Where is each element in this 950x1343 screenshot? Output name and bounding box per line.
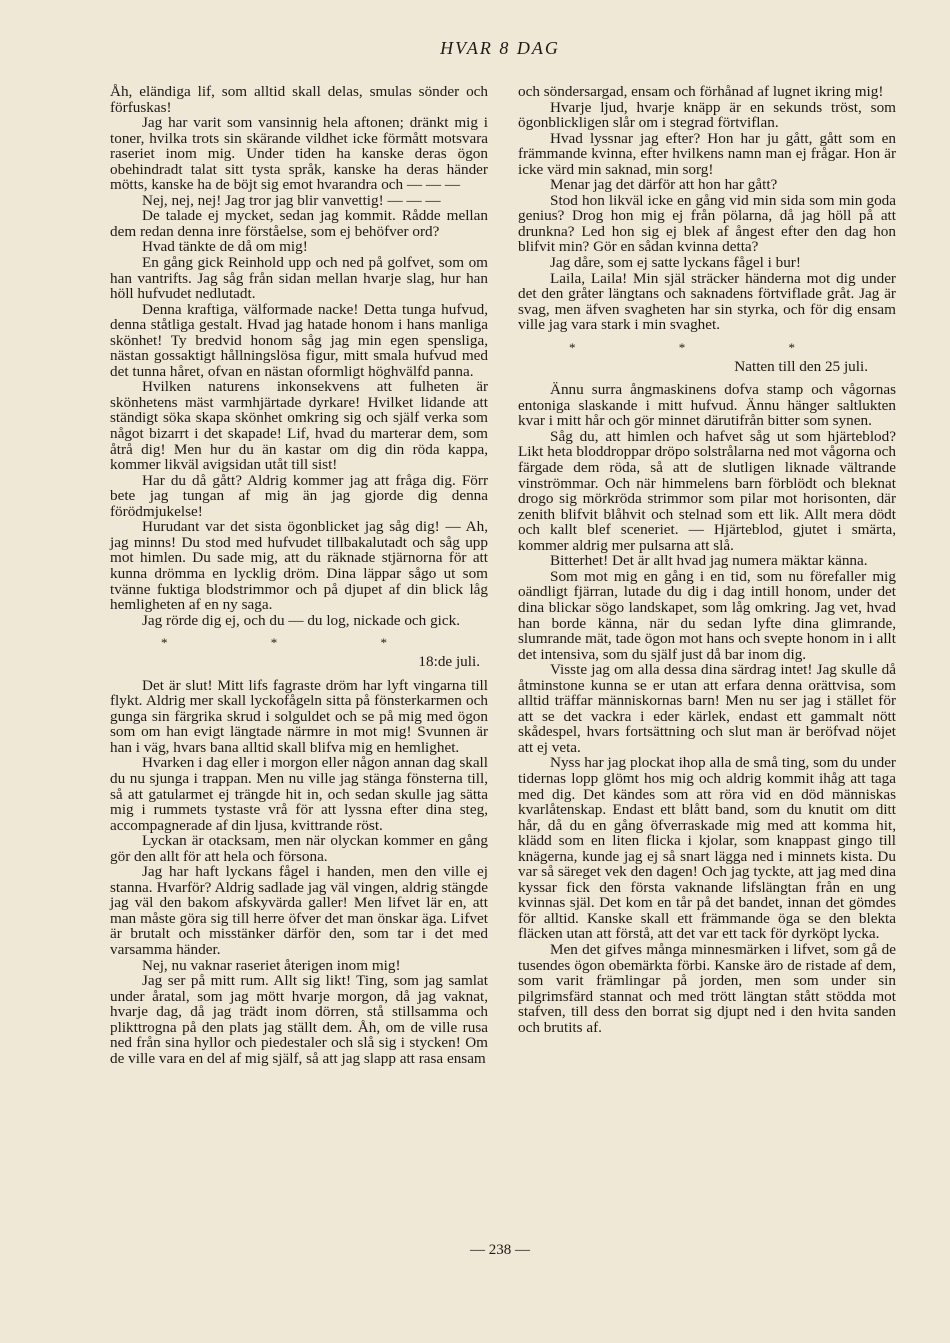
paragraph: Laila, Laila! Min själ sträcker händerna mot dig under det den gråter längtans och saknadens förtviflade gråt. Jag är svag, men äfven svagheten har sin styrka, och för dig ensam ville jag vara stark i min svaghet.: [518, 269, 896, 334]
paragraph: Nej, nej, nej! Jag tror jag blir vanvettig! — — —: [142, 191, 441, 209]
paragraph: Hurudant var det sista ögonblicket jag såg dig! — Ah, jag minns! Du stod med hufvudet tillbakalutadt och såg upp mot himlen. Du sade mig, att du räknade stjärnorna för att kunna drömma en lycklig dröm. Dina läppar sågo ut som tvänne fuktiga blodstrimmor och på djupet af din blick låg hemligheten af en ny saga.: [110, 518, 488, 614]
paragraph: Ännu surra ångmaskinens dofva stamp och vågornas entoniga slaskande i mitt hufvud. Ännu hänger saltlukten kvar i mitt hår och gör minnet därutifrån bitter som synen.: [518, 381, 896, 430]
right-column: [518, 84, 896, 1035]
paragraph: Jag har haft lyckans fågel i handen, men den ville ej stanna. Hvarför? Aldrig sadlade jag väl vingen, aldrig stängde jag väl den bakom afskyvärda galler! Men lifvet lär en, att man måste göra sig till herre öfver det man önskar äga. Lifvet är brutalt och misstänker därför den, som tar i det med varsamma händer.: [110, 863, 488, 958]
paragraph: Såg du, att himlen och hafvet såg ut som hjärteblod? Likt heta bloddroppar dröpo solstrålarna ned mot vågorna och färgade dem röda, så att de slutligen liknade vältrande vinströmmar. Och när himmelens barn förblödt och bleknat drogo sig mörkröda strimmor som pilar mot horisonten, där zenith blifvit blåhvit och stelnad som ett lik. Allt mera dödt och kallt blef sceneriet. — Hjärteblod, gjutet i smärta, kommer aldrig mer pulsarna att slå.: [518, 427, 896, 554]
dateline: 18:de juli.: [418, 653, 480, 671]
paragraph: En gång gick Reinhold upp och ned på golfvet, som om han vantrifts. Jag såg från sidan mellan hvarje slag, hur han höll hufvudet nedlutadt.: [110, 254, 488, 303]
paragraph: Men det gifves många minnesmärken i lifvet, som gå de tusendes ögon obemärkta förbi. Kanske äro de ristade af dem, som varit främlingar på jorden, men som under sin pilgrimsfärd stannat och med trött längtan stått stödda mot stafven, till dess den borrat sig djupt ned i den hvita sanden och brutits af.: [518, 940, 896, 1036]
page-number: — 238 —: [470, 1242, 530, 1258]
dateline: Natten till den 25 juli.: [734, 357, 868, 375]
paragraph: Hvad tänkte de då om mig!: [142, 238, 308, 256]
paragraph: Hvilken naturens inkonsekvens att fulheten är skönhetens mäst varmhjärtade dyrkare! Hvilket lidande att ständigt söka skapa skönhet omkring sig och själf verka som något bizarrt i det skapade! Lif, hvad du marterar dem, som åtrå dig! Men hur du än kastar om dig din röda kappa, kommer likväl avigsidan utåt till sist!: [110, 378, 488, 474]
paragraph: Stod hon likväl icke en gång vid min sida som min goda genius? Drog hon mig ej från pölarna, då jag höll på att drunkna? Led hon sig ej blek af ångest efter den dag hon blifvit min? Gör en sådan kvinna detta?: [518, 191, 896, 256]
paragraph: Det är slut! Mitt lifs fagraste dröm har lyft vingarna till flykt. Aldrig mer skall lyckofågeln sitta på fönsterkarmen och gunga sin färgrika skrud i solguldet och se på mig med ögon som om han evigt längtade närmre in mot mig! Svunnen är han i väg, hvars bana alltid skall blifva mig en hemlighet.: [110, 676, 488, 756]
paragraph: Jag dåre, som ej satte lyckans fågel i bur!: [550, 254, 801, 272]
paragraph: Jag rörde dig ej, och du — du log, nickade och gick.: [142, 611, 461, 629]
paragraph: De talade ej mycket, sedan jag kommit. Rådde mellan dem redan denna inre förståelse, som ej behöfver ord?: [110, 207, 488, 240]
paragraph: och söndersargad, ensam och förhånad af lugnet ikring mig!: [518, 83, 884, 100]
paragraph: Jag ser på mitt rum. Allt sig likt! Ting, som jag samlat under åratal, som jag mött hvarje morgon, då jag vaknat, hvarje dag, då jag trädt inom dörren, stå stillsamma och plikttrogna på den plats jag ställt dem. Åh, om de ville rusa ned från sina hyllor och piedestaler och slå sig i stycken! Om de ville vara en del af mig själf, så att jag slapp att rasa ensam: [110, 972, 488, 1067]
paragraph: Som mot mig en gång i en tid, som nu förefaller mig oändligt fjärran, lutade du dig i dag intill honom, under det dina blickar sögo landskapet, som låg omkring. Jag vet, hvad han borde känna, när du sedan lyfte dina glimrande, slumrande mät, tade ögon mot hans och svepte honom in i allt det intensiva, som du själf just då bar inom dig.: [518, 567, 896, 663]
paragraph: Hvarje ljud, hvarje knäpp är en sekunds tröst, som ögonblickligen slår om i stegrad förtviflan.: [518, 98, 896, 132]
section-separator: * * *: [569, 339, 845, 355]
paragraph: Menar jag det därför att hon har gått?: [550, 176, 778, 194]
paragraph: Visste jag om alla dessa dina särdrag intet! Jag skulle då åtminstone kunna se er utan att erfara denna orättvisa, som alltid träffar människornas barn! Men nu ser jag i stället för att se det vackra i eder kärlek, endast ett gammalt nött skådespel, hvars fortsättning och slut man är beröfvad nöjet att ej veta.: [518, 661, 896, 756]
paragraph: Bitterhet! Det är allt hvad jag numera mäktar känna.: [550, 552, 868, 570]
paragraph: Hvad lyssnar jag efter? Hon har ju gått, gått som en främmande kvinna, efter hvilkens namn man ej frågar. Hon är icke värd min saknad, min sorg!: [518, 129, 896, 178]
section-separator: * * *: [161, 635, 437, 651]
paragraph: Denna kraftiga, välformade nacke! Detta tunga hufvud, denna ståtliga gestalt. Hvad jag hatade honom i hans manliga skönhet! Ty bredvid honom såg jag min egen spensliga, nästan gossaktigt hållningslösa figur, mitt smala hufvud med det tunna håret, ofvan en nästan oformligt höghvälfd panna.: [110, 300, 488, 380]
paragraph: Har du då gått? Aldrig kommer jag att fråga dig. Förr bete jag tungan af mig än jag gjorde dig denna förödmjukelse!: [110, 471, 488, 520]
paragraph: Lyckan är otacksam, men när olyckan kommer en gång gör den allt för att hela och försona.: [110, 832, 488, 865]
paragraph: Nyss har jag plockat ihop alla de små ting, som du under tidernas lopp glömt hos mig och aldrig kommit ihåg att taga med dig. Det kändes som att röra vid en död människas kvarlåtenskap. Endast ett blått band, som du knutit om ditt hår, då du en gång öfverraskade mig med att komma hit, klädd som en liten flicka i kjolar, som knappast gingo till knägerna, kunde jag ej så snart lägga ned i minnets kista. Du var så säreget vek den dagen! Och jag tyckte, att jag med dina kyssar fick den första vaknande lifslängtan från en ung kvinnas själ. Det kom en tår på det bandet, innan det gömdes för alltid. Kanske skall ett främmande öga se den blekta fläcken utan att förstå, att det var ett tack för dyrköpt lycka.: [518, 754, 896, 943]
paragraph: Jag har varit som vansinnig hela aftonen; dränkt mig i toner, hvilka trots sin skärande vildhet icke förmått motsvara raseriet inom mig. Under tiden ha kanske deras ögon obehindradt talat sitt tysta språk, kanske ha deras händer mötts, kanske ha de böjt sig emot hvarandra och — — —: [110, 114, 488, 194]
left-column: [110, 84, 488, 1066]
paragraph: Hvarken i dag eller i morgon eller någon annan dag skall du nu sjunga i trappan. Men nu ville jag stänga fönsterna till, så att gatularmet ej trängde hit in, och sedan skulle jag sätta mig i rummets tystaste vrå för att lyssna efter dina steg, accompagnerade af din ljusa, kvittrande röst.: [110, 754, 488, 834]
running-header: HVAR 8 DAG: [440, 38, 560, 58]
paragraph: Åh, eländiga lif, som alltid skall delas, smulas sönder och förfuskas!: [110, 83, 488, 116]
paragraph: Nej, nu vaknar raseriet återigen inom mig!: [142, 956, 401, 974]
